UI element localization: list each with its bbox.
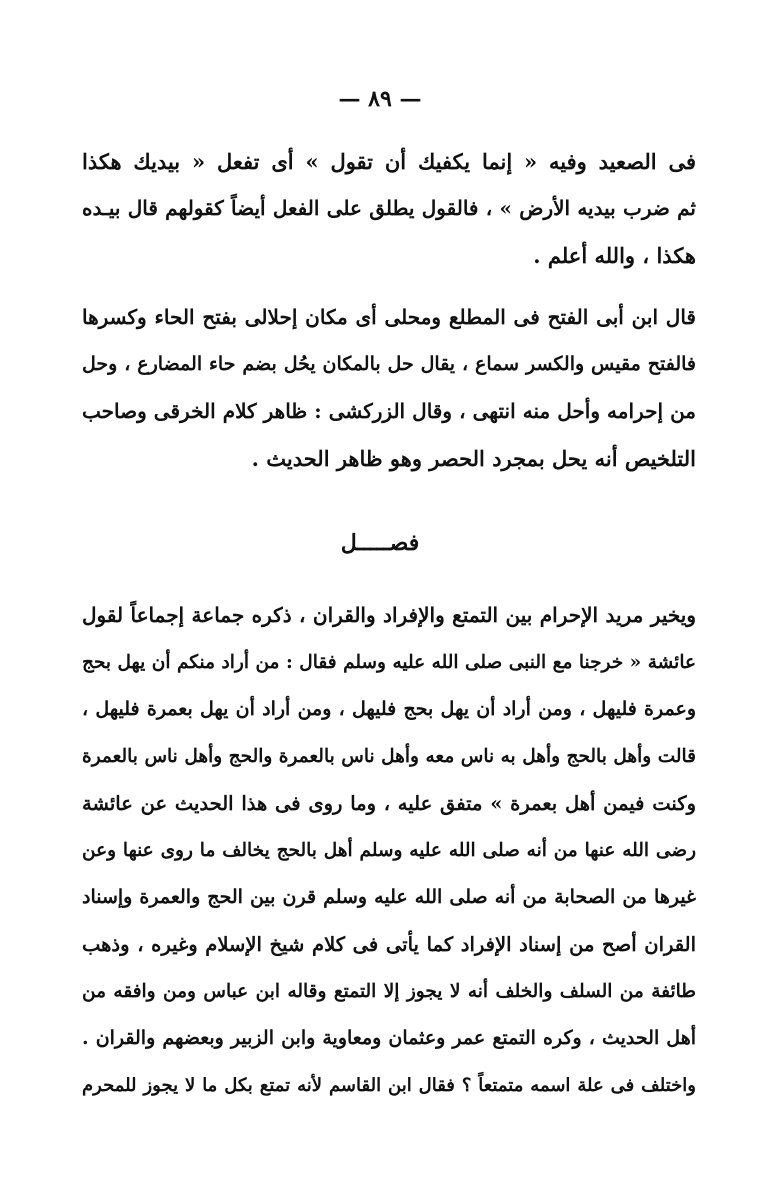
text-line: هكذا ، والله أعلم . xyxy=(533,243,696,268)
page-number: — ٨٩ — xyxy=(338,86,422,112)
text-line: القران أصح من إسناد الإفراد كما يأتى فى كلام شيخ الإسلام وغيره ، وذهب xyxy=(82,933,696,956)
section-heading: فصـــــل xyxy=(340,530,420,556)
text-line: ويخير مريد الإحرام بين التمتع والإفراد والقران ، ذكره جماعة إجماعاً لقول xyxy=(82,603,696,627)
text-line: أهل الحديث ، وكره التمتع عمر وعثمان ومعاوية وابن الزبير وبعضهم والقران . xyxy=(82,1027,696,1049)
paragraph-3 xyxy=(82,592,696,1109)
paragraph-2 xyxy=(82,294,696,482)
text-line: فالفتح مقيس والكسر سماع ، يقال حل بالمكان يحُل بضم حاء المضارع ، وحل xyxy=(82,353,696,375)
text-line: قالت وأهل بالحج وأهل به ناس معه وأهل ناس بالعمرة والحج وأهل ناس بالعمرة xyxy=(82,746,696,767)
text-line: وكنت فيمن أهل بعمرة » متفق عليه ، وما روى فى هذا الحديث عن عائشة xyxy=(82,792,696,815)
text-line: عائشة « خرجنا مع النبى صلى الله عليه وسلم فقال : من أراد منكم أن يهل بحج xyxy=(82,652,696,673)
text-line: رضى الله عنها من أنه صلى الله عليه وسلم أهل بالحج يخالف ما روى عنها وعن xyxy=(82,840,696,861)
text-line: طائفة من السلف والخلف أنه لا يجوز إلا التمتع وقاله ابن عباس ومن وافقه من xyxy=(82,981,696,1002)
text-line: ثم ضرب بيديه الأرض » ، فالقول يطلق على الفعل أيضاً كقولهم قال بيـده xyxy=(82,196,696,220)
text-line: التلخيص أنه يحل بمجرد الحصر وهو ظاهر الحديث . xyxy=(251,446,696,471)
text-line: قال ابن أبى الفتح فى المطلع ومحلى أى مكان إحلالى بفتح الحاء وكسرها xyxy=(82,305,696,329)
text-line: وعمرة فليهل ، ومن أراد أن يهل بحج فليهل ، ومن أراد أن يهل بعمرة فليهل ، xyxy=(82,698,696,720)
text-line: غيرها من الصحابة من أنه صلى الله عليه وسلم قرن بين الحج والعمرة وإسناد xyxy=(82,886,696,908)
paragraph-1 xyxy=(82,138,696,279)
text-line: واختلف فى علة اسمه متمتعاً ؟ فقال ابن القاسم لأنه تمتع بكل ما لا يجوز للمحرم xyxy=(82,1075,696,1096)
text-line: فى الصعيد وفيه « إنما يكفيك أن تقول » أى تفعل « بيديك هكذا xyxy=(82,149,696,174)
text-line: من إحرامه وأحل منه انتهى ، وقال الزركشى : ظاهر كلام الخرقى وصاحب xyxy=(82,399,696,423)
